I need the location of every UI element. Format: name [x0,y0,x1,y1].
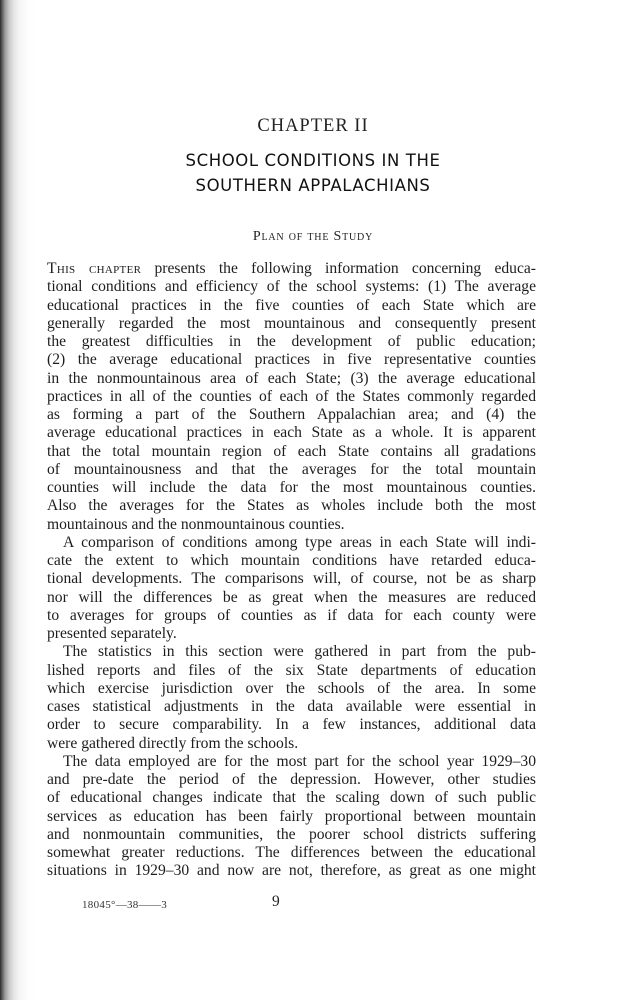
text-line: presented separately. [47,625,177,642]
text-line: This chapter presents the following information concerning educa- [47,260,537,277]
chapter-title [0,148,626,198]
text-line: and pre-date the period of the depression. However, other studies [47,771,536,788]
text-line: somewhat greater reductions. The differences between the educational [47,844,536,861]
lead-in-small-caps: This chapter [47,260,142,277]
text-line: cate the extent to which mountain conditions have retarded educa- [47,552,536,569]
text-line: in the nonmountainous area of each State; (3) the average educational [47,369,536,387]
text-line: The statistics in this section were gathered in part from the pub- [63,643,536,661]
text-line: lished reports and files of the six State departments of education [47,661,536,679]
text-line: nor will the differences be as great when the measures are reduced [47,588,536,606]
text-line: to averages for groups of counties as if data for each county were [47,606,536,624]
text-line: practices in all of the counties of each of the States commonly regarded [47,387,536,405]
chapter-title-line-2: SOUTHERN APPALACHIANS [195,176,431,195]
text-line: of educational changes indicate that the scaling down of such public [47,789,536,807]
text-line: cases statistical adjustments in the data available were essential in [47,698,536,715]
text-line: the greatest difficulties in the development of public education; [47,333,536,350]
chapter-label: CHAPTER II [257,116,369,136]
text-line: order to secure comparability. In a few instances, additional data [47,716,536,734]
text-line: The data employed are for the most part for the school year 1929–30 [63,752,536,770]
text-line: educational practices in the five counties of each State which are [47,296,536,314]
text-line: tional developments. The comparisons will, of course, not be as sharp [47,570,536,588]
text-line: as forming a part of the Southern Appalachian area; and (4) the [47,406,536,423]
text-line: generally regarded the most mountainous and consequently present [47,314,536,332]
text-line: counties will include the data for the most mountainous counties. [47,479,536,496]
text-line: (2) the average educational practices in five representative counties [47,351,536,369]
printer-signature-mark: 18045°—38——3 [82,899,167,911]
body-text [47,260,536,881]
text-line: A comparison of conditions among type areas in each State will indi- [63,533,536,551]
section-heading: Plan of the Study [252,229,374,244]
text-line: which exercise jurisdiction over the schools of the area. In some [47,679,536,697]
text-line: services as education has been fairly proportional between mountain [47,807,536,825]
text-line: average educational practices in each State as a whole. It is apparent [47,424,536,442]
text-line: mountainous and the nonmountainous counties. [47,515,345,533]
text-line: and nonmountain communities, the poorer school districts suffering [47,825,536,843]
text-line: situations in 1929–30 and now are not, therefore, as great as one might [47,862,536,880]
text-line: of mountainousness and that the averages for the total mountain [47,460,536,478]
text-line: tional conditions and efficiency of the school systems: (1) The average [47,278,536,296]
text-line: that the total mountain region of each State contains all gradations [47,442,536,460]
chapter-title-line-1: SCHOOL CONDITIONS IN THE [185,151,441,170]
text-line: were gathered directly from the schools. [47,734,299,752]
page-number: 9 [272,893,280,910]
text-line: Also the averages for the States as wholes include both the most [47,497,536,515]
